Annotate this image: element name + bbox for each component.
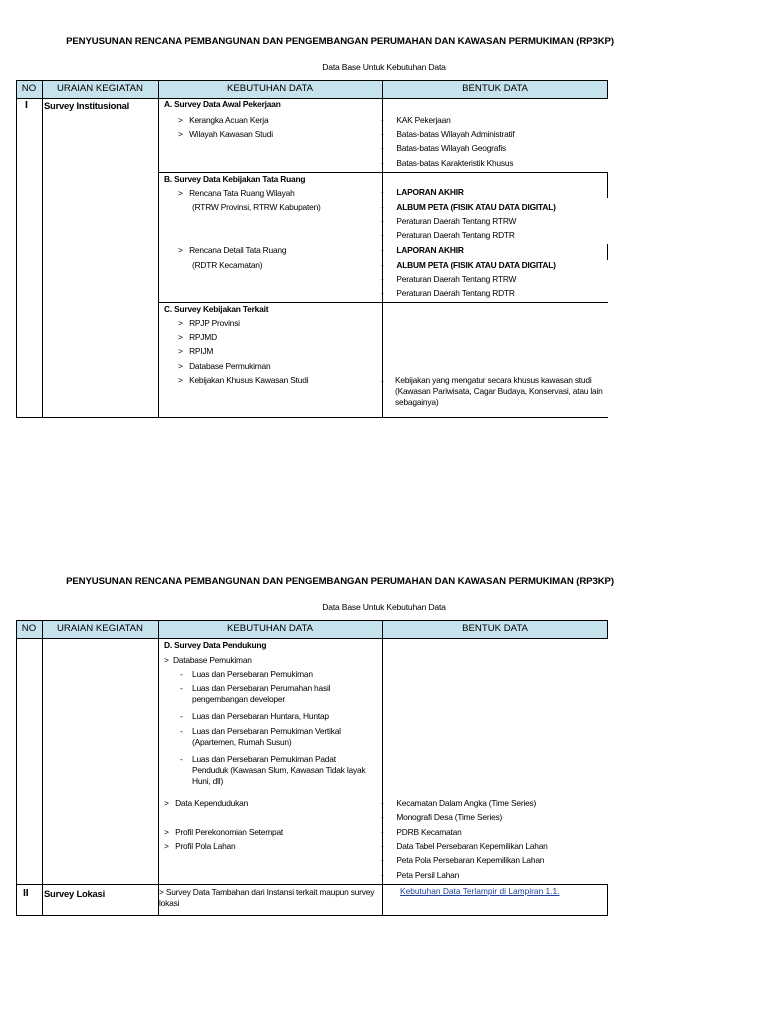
section-b-title: B. Survey Data Kebijakan Tata Ruang <box>164 174 306 184</box>
table-header <box>16 620 608 639</box>
bentuk-item: - Batas-batas Wilayah Administratif <box>381 129 515 139</box>
list-item: > Kebijakan Khusus Kawasan Studi <box>178 375 309 385</box>
list-item: > RPJMD <box>178 332 217 342</box>
header-kebutuhan: KEBUTUHAN DATA <box>227 623 313 634</box>
list-item: > Profil Perekonomian Setempat <box>164 827 284 837</box>
data-table-2: NO URAIAN KEGIATAN KEBUTUHAN DATA BENTUK DATA D. Survey Data Pendukung > Database Pemukiman - Luas dan Persebaran Pemukiman - Luas dan Persebaran Perumahan hasil pengembangan developer - Luas dan Persebaran Huntara, Huntap - Luas dan Persebaran Pemukiman Vertikal (Apartemen, Rumah Susun) - Luas dan Persebaran Pemukiman Padat Penduduk (Kawasan Slum, Kawasan Tidak layak Huni, dll) > Data Kependudukan > Profil Perekonomian Setempat > Profil Pola Lahan - Kecamatan Dalam Angka (Time Series) - Monografi Desa (Time Series) - PDRB Kecamatan - Data Tabel Persebaran Kepemilikan Lahan - Peta Pola Persebaran Kepemilikan Lahan - Peta Persil Lahan II Survey Lokasi > Survey Data Tambahan dari Instansi terkait maupun survey lokasi Kebutuhan Data Terlampir di Lampiran 1.1. <box>16 620 608 916</box>
bentuk-item: - KAK Pekerjaan <box>381 115 451 125</box>
sub-item: Luas dan Persebaran Pemukiman Padat Penduduk (Kawasan Slum, Kawasan Tidak layak Huni, dll) <box>192 754 366 786</box>
sub-item: Luas dan Persebaran Perumahan hasil pengembangan developer <box>192 683 331 704</box>
bentuk-item: - LAPORAN AKHIR <box>381 245 464 255</box>
bentuk-item: - Batas-batas Wilayah Geografis <box>381 143 507 153</box>
bentuk-item: - Batas-batas Karakteristik Khusus <box>381 158 514 168</box>
list-item: > Kerangka Acuan Kerja <box>178 115 269 125</box>
sub-item: Luas dan Persebaran Pemukiman Vertikal (Apartemen, Rumah Susun) <box>192 726 341 747</box>
list-item: > Data Kependudukan <box>164 798 249 808</box>
page-subtitle: Data Base Untuk Kebutuhan Data <box>322 62 446 72</box>
bentuk-item: - Peraturan Daerah Tentang RTRW <box>381 216 517 226</box>
list-item: > Database Permukiman <box>178 361 271 371</box>
header-bentuk: BENTUK DATA <box>462 623 528 634</box>
header-uraian: URAIAN KEGIATAN <box>56 623 143 634</box>
bentuk-item: - ALBUM PETA (FISIK ATAU DATA DIGITAL) <box>381 202 556 212</box>
bentuk-dash: - <box>381 376 384 386</box>
bentuk-item: - Peta Persil Lahan <box>381 870 460 880</box>
sub-item: Luas dan Persebaran Huntara, Huntap <box>192 711 329 721</box>
row-number: II <box>23 887 29 899</box>
list-item: > Database Pemukiman <box>164 655 252 665</box>
list-item-detail: (RDTR Kecamatan) <box>192 260 263 270</box>
bentuk-item: - LAPORAN AKHIR <box>381 187 464 197</box>
bentuk-item: - ALBUM PETA (FISIK ATAU DATA DIGITAL) <box>381 260 556 270</box>
list-item: > Rencana Tata Ruang Wilayah <box>178 188 295 198</box>
bentuk-item: - Monografi Desa (Time Series) <box>381 812 503 822</box>
page-title: PENYUSUNAN RENCANA PEMBANGUNAN DAN PENGEMBANGAN PERUMAHAN DAN KAWASAN PERMUKIMAN (RP3KP) <box>66 36 614 47</box>
list-item-detail: (RTRW Provinsi, RTRW Kabupaten) <box>192 202 321 212</box>
bentuk-item: - Peraturan Daerah Tentang RDTR <box>381 230 515 240</box>
page-title: PENYUSUNAN RENCANA PEMBANGUNAN DAN PENGEMBANGAN PERUMAHAN DAN KAWASAN PERMUKIMAN (RP3KP) <box>66 576 614 587</box>
list-item: > RPIJM <box>178 346 214 356</box>
section-d-title: D. Survey Data Pendukung <box>164 640 267 650</box>
bentuk-item: - Peta Pola Persebaran Kepemilikan Lahan <box>381 855 545 865</box>
bentuk-item: - Kecamatan Dalam Angka (Time Series) <box>381 798 537 808</box>
sub-item: Luas dan Persebaran Pemukiman <box>192 669 313 679</box>
section-a-title: A. Survey Data Awal Pekerjaan <box>164 99 281 109</box>
lokasi-kebutuhan: > Survey Data Tambahan dari Instansi terkait maupun survey lokasi <box>159 887 375 908</box>
row-uraian: Survey Lokasi <box>44 888 105 899</box>
header-uraian: URAIAN KEGIATAN <box>56 83 143 94</box>
row-number: I <box>25 99 28 111</box>
list-item: > Rencana Detail Tata Ruang <box>178 245 287 255</box>
list-item: > Wilayah Kawasan Studi <box>178 129 273 139</box>
bentuk-item: - Peraturan Daerah Tentang RDTR <box>381 288 515 298</box>
header-no: NO <box>21 83 37 94</box>
bentuk-item: - PDRB Kecamatan <box>381 827 462 837</box>
bentuk-item: - Peraturan Daerah Tentang RTRW <box>381 274 517 284</box>
header-bentuk: BENTUK DATA <box>462 83 528 94</box>
header-kebutuhan: KEBUTUHAN DATA <box>227 83 313 94</box>
data-table-1 <box>16 80 608 418</box>
bentuk-item: - Data Tabel Persebaran Kepemilikan Lahan <box>381 841 548 851</box>
header-no: NO <box>21 623 37 634</box>
lampiran-link[interactable]: Kebutuhan Data Terlampir di Lampiran 1.1. <box>400 886 560 896</box>
table-header <box>16 80 608 99</box>
page-subtitle: Data Base Untuk Kebutuhan Data <box>322 602 446 612</box>
list-item: > Profil Pola Lahan <box>164 841 236 851</box>
row-uraian: Survey Institusional <box>44 100 130 111</box>
bentuk-item: Kebijakan yang mengatur secara khusus kawasan studi (Kawasan Pariwisata, Cagar Budaya, Konservasi, atau lain sebagainya) <box>395 375 603 407</box>
list-item: > RPJP Provinsi <box>178 318 240 328</box>
section-c-title: C. Survey Kebijakan Terkait <box>164 304 269 314</box>
